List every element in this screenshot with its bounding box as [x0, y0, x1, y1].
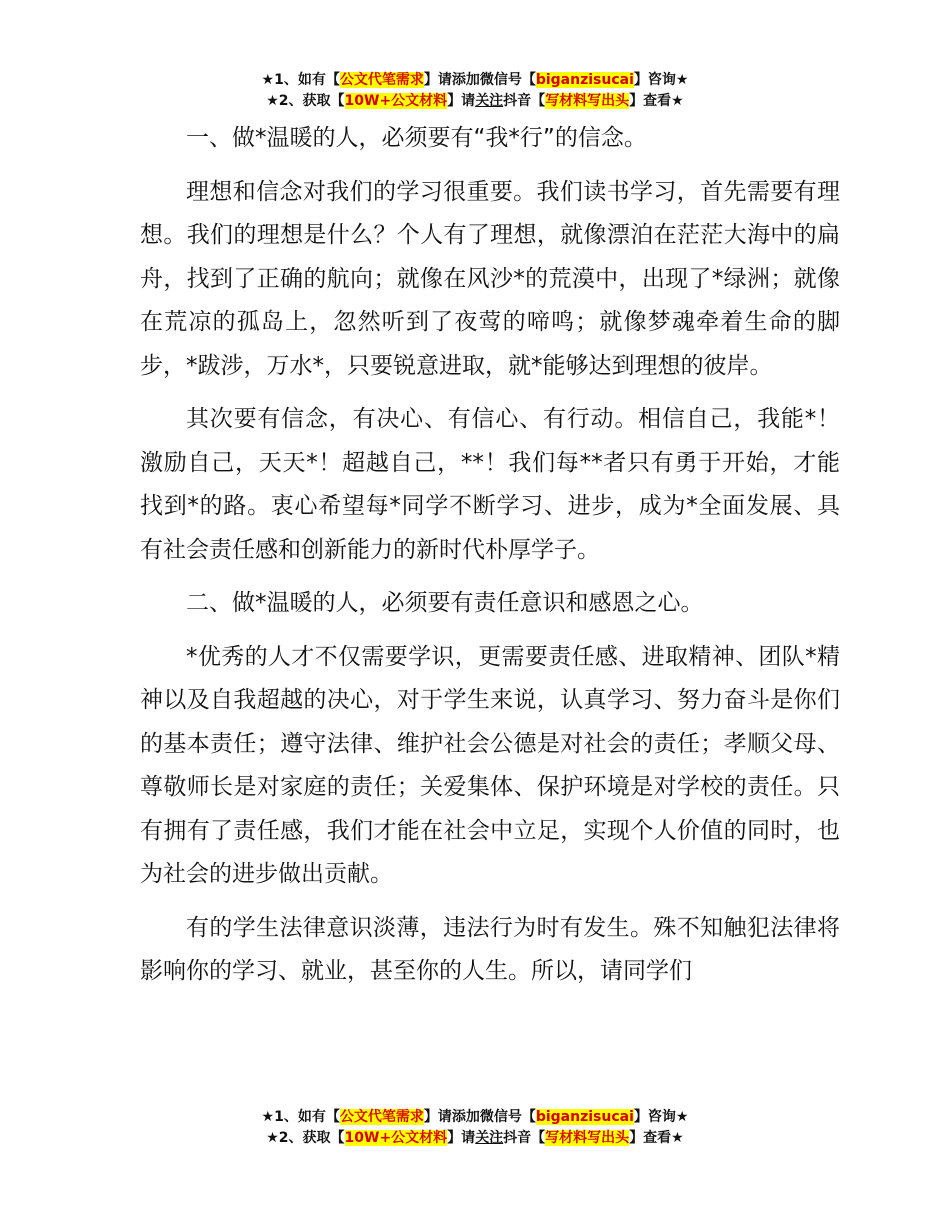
banner-underlined-follow: 关注 [475, 93, 504, 109]
document-body [140, 117, 840, 994]
banner-text: 抖音【 [503, 93, 546, 109]
body-paragraph: 理想和信念对我们的学习很重要。我们读书学习，首先需要有理想。我们的理想是什么？个人有了理想，就像漂泊在茫茫大海中的扁舟，找到了正确的航向；就像在风沙*的荒漠中，出现了*绿洲；就像在荒凉的孤岛上，忽然听到了夜莺的啼鸣；就像梦魂牵着生命的脚步，*跋涉，万水*，只要锐意进取，就*能够达到理想的彼岸。 [140, 178, 840, 379]
section-heading-1: 一、做*温暖的人，必须要有“我*行”的信念。 [186, 125, 647, 151]
banner-highlight-service: 公文代笔需求 [339, 72, 424, 88]
banner-highlight-wechat-id: biganzisucai [535, 1109, 634, 1125]
banner-line-1 [0, 1107, 950, 1128]
banner-text: 】请 [447, 1130, 476, 1146]
banner-text: 】请添加微信号【 [423, 72, 536, 88]
banner-line-2 [0, 1128, 950, 1149]
banner-line-2 [0, 91, 950, 112]
banner-text: ★1、如有【 [261, 72, 340, 88]
body-paragraph: 其次要有信念，有决心、有信心、有行动。相信自己，我能*！激励自己，天天*！超越自己，**！我们每**者只有勇于开始，才能找到*的路。衷心希望每*同学不断学习、进步，成为*全面发展、具有社会责任感和创新能力的新时代朴厚学子。 [140, 406, 840, 563]
banner-highlight-materials: 10W+公文材料 [344, 1130, 448, 1146]
banner-text: 抖音【 [503, 1130, 546, 1146]
banner-underlined-follow: 关注 [475, 1130, 504, 1146]
footer-banner [0, 1107, 950, 1149]
banner-text: 】咨询★ [633, 72, 689, 88]
banner-highlight-wechat-id: biganzisucai [535, 72, 634, 88]
banner-text: 】咨询★ [633, 1109, 689, 1125]
banner-text: ★2、获取【 [266, 93, 345, 109]
banner-text: 】请添加微信号【 [423, 1109, 536, 1125]
body-paragraph: 有的学生法律意识淡薄，违法行为时有发生。殊不知触犯法律将影响你的学习、就业，甚至你的人生。所以，请同学们 [140, 914, 840, 984]
banner-highlight-service: 公文代笔需求 [339, 1109, 424, 1125]
banner-text: 】请 [447, 93, 476, 109]
banner-text: ★1、如有【 [261, 1109, 340, 1125]
banner-line-1 [0, 70, 950, 91]
banner-highlight-materials: 10W+公文材料 [344, 93, 448, 109]
section-heading-2: 二、做*温暖的人，必须要有责任意识和感恩之心。 [186, 590, 704, 616]
banner-text: ★2、获取【 [266, 1130, 345, 1146]
banner-highlight-account: 写材料写出头 [545, 1130, 630, 1146]
header-banner [0, 70, 950, 112]
banner-highlight-account: 写材料写出头 [545, 93, 630, 109]
body-paragraph: *优秀的人才不仅需要学识，更需要责任感、进取精神、团队*精神以及自我超越的决心，对于学生来说，认真学习、努力奋斗是你们的基本责任；遵守法律、维护社会公德是对社会的责任；孝顺父母、尊敬师长是对家庭的责任；关爱集体、保护环境是对学校的责任。只有拥有了责任感，我们才能在社会中立足，实现个人价值的同时，也为社会的进步做出贡献。 [140, 643, 840, 887]
banner-text: 】查看★ [629, 1130, 684, 1146]
banner-text: 】查看★ [629, 93, 684, 109]
